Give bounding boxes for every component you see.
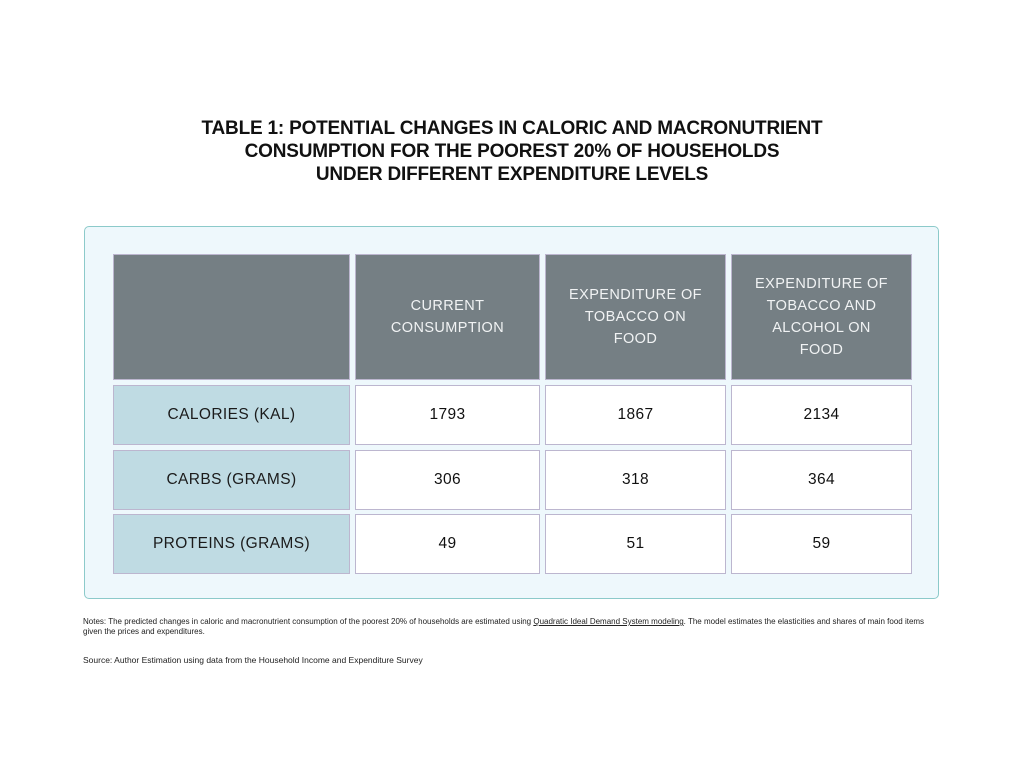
row-label-calories: CALORIES (KAL) <box>113 385 350 445</box>
table-cell: 51 <box>545 514 726 574</box>
notes-text <box>83 617 943 637</box>
table-cell: 49 <box>355 514 540 574</box>
header-cell-empty <box>113 254 350 380</box>
notes-prefix: Notes: The predicted changes in caloric and macronutrient consumption of the poorest 20% of households are estimated using <box>83 617 534 626</box>
row-label-carbs: CARBS (GRAMS) <box>113 450 350 510</box>
table-cell: 2134 <box>731 385 912 445</box>
table-cell: 59 <box>731 514 912 574</box>
notes-suffix: . The model estimates the elasticities and shares of main food items given the prices and expenditures. <box>83 617 925 636</box>
table-cell: 318 <box>545 450 726 510</box>
title-line: TABLE 1: POTENTIAL CHANGES IN CALORIC AND MACRONUTRIENT <box>201 118 823 139</box>
qaids-model-link[interactable]: Quadratic Ideal Demand System modeling <box>533 617 684 626</box>
table-cell: 1867 <box>545 385 726 445</box>
header-cell-tobacco-alcohol-on-food: EXPENDITURE OF TOBACCO AND ALCOHOL ON FOOD <box>731 254 912 380</box>
title-line: CONSUMPTION FOR THE POOREST 20% OF HOUSEHOLDS <box>244 141 780 162</box>
header-cell-tobacco-on-food: EXPENDITURE OF TOBACCO ON FOOD <box>545 254 726 380</box>
title-line: UNDER DIFFERENT EXPENDITURE LEVELS <box>315 164 709 185</box>
source-text: Source: Author Estimation using data from the Household Income and Expenditure Survey <box>83 655 423 665</box>
header-cell-current-consumption: CURRENT CONSUMPTION <box>355 254 540 380</box>
row-label-proteins: PROTEINS (GRAMS) <box>113 514 350 574</box>
table-cell: 364 <box>731 450 912 510</box>
table-cell: 1793 <box>355 385 540 445</box>
table-title <box>0 117 1024 186</box>
table-cell: 306 <box>355 450 540 510</box>
